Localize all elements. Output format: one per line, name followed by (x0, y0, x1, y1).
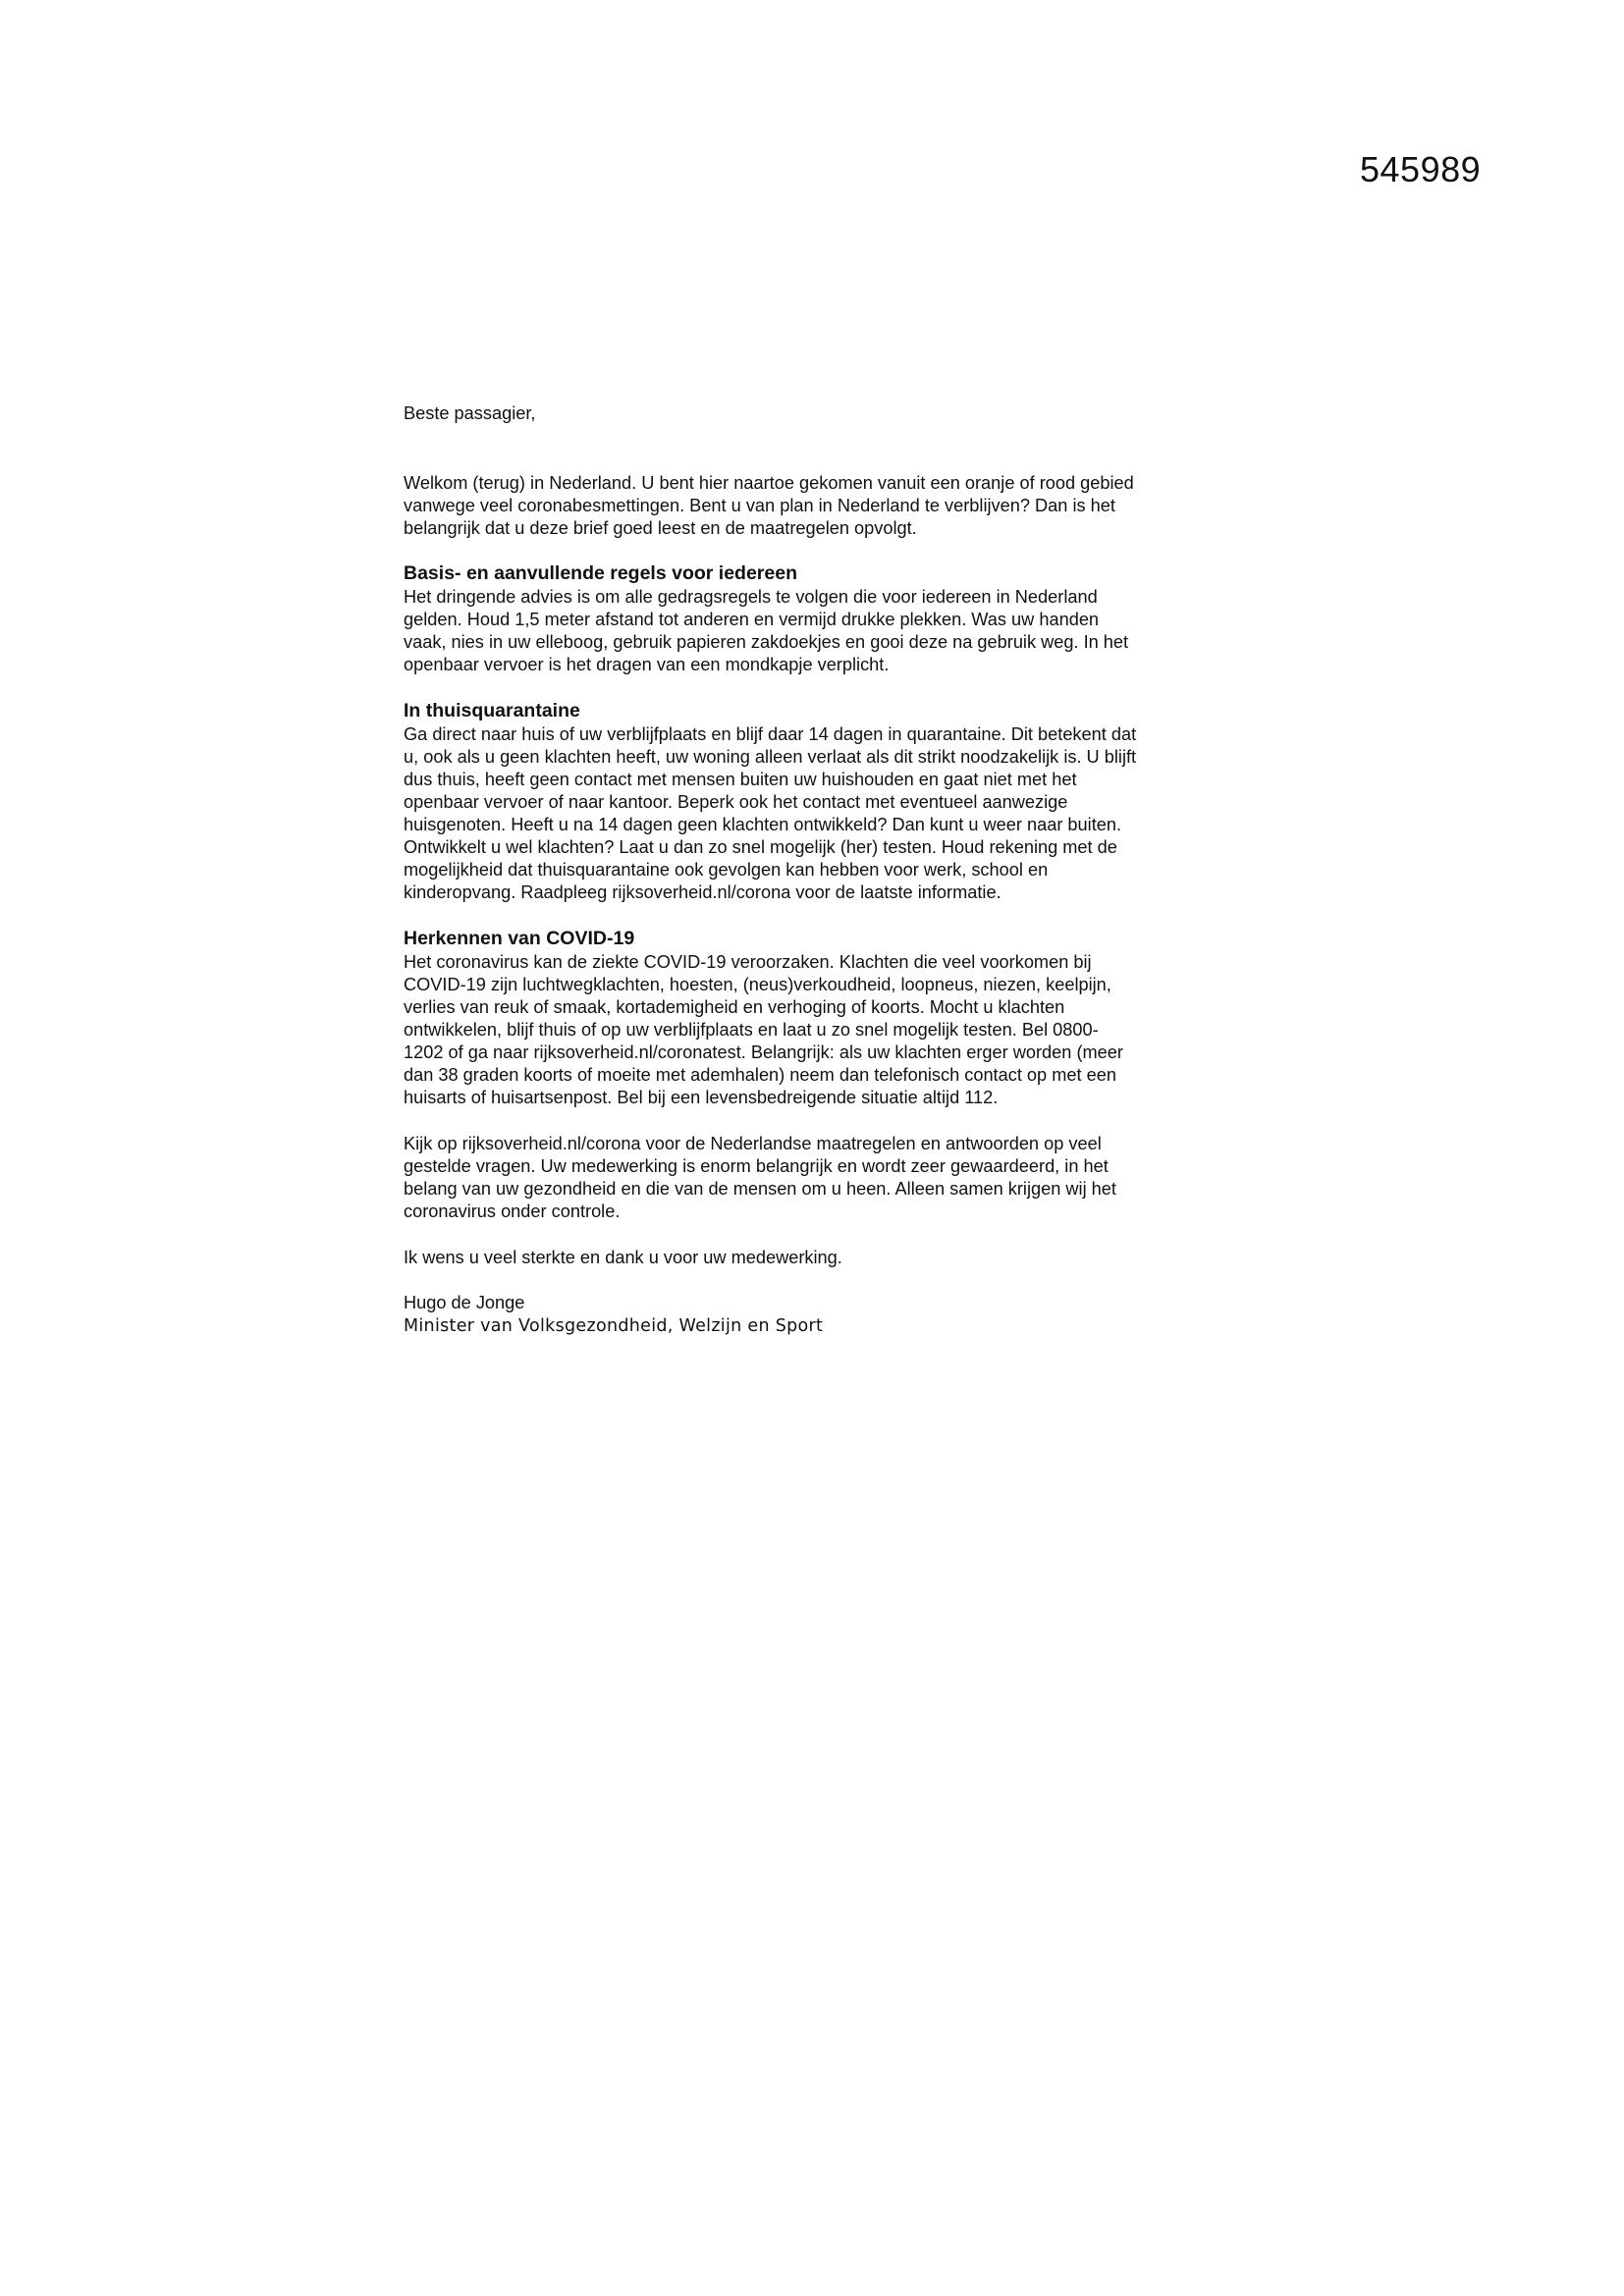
signature-title: Minister van Volksgezondheid, Welzijn en Sport (404, 1316, 824, 1336)
closing-line: gestelde vragen. Uw medewerking is enorm belangrijk en wordt zeer gewaardeerd, in het (404, 1156, 1109, 1176)
section-line: verlies van reuk of smaak, kortademigheid en verhoging of koorts. Mocht u klachten (404, 997, 1065, 1017)
closing-line: Kijk op rijksoverheid.nl/corona voor de Nederlandse maatregelen en antwoorden op veel (404, 1134, 1102, 1153)
closing-line: coronavirus onder controle. (404, 1201, 621, 1221)
section-heading: In thuisquarantaine (404, 700, 580, 721)
section-line: dus thuis, heeft geen contact met mensen buiten uw huishouden en gaat niet met het (404, 770, 1077, 789)
closing-line: belang van uw gezondheid en die van de mensen om u heen. Alleen samen krijgen wij het (404, 1179, 1116, 1199)
section-line: vaak, nies in uw elleboog, gebruik papieren zakdoekjes en gooi deze na gebruik weg. In het (404, 632, 1129, 652)
section-line: Het dringende advies is om alle gedragsregels te volgen die voor iedereen in Nederland (404, 587, 1098, 607)
document-number: 545989 (1360, 149, 1482, 189)
section-line: openbaar vervoer is het dragen van een mondkapje verplicht. (404, 655, 890, 674)
section-line: ontwikkelen, blijf thuis of op uw verblijfplaats en laat u zo snel mogelijk testen. Bel 0800- (404, 1020, 1099, 1040)
salutation: Beste passagier, (404, 403, 536, 423)
section-line: gelden. Houd 1,5 meter afstand tot anderen en vermijd drukke plekken. Was uw handen (404, 610, 1100, 629)
intro-line: belangrijk dat u deze brief goed leest en de maatregelen opvolgt. (404, 518, 917, 538)
section-heading: Herkennen van COVID-19 (404, 928, 635, 949)
section-line: openbaar vervoer of naar kantoor. Beperk ook het contact met eventueel aanwezige (404, 792, 1068, 812)
section-line: Ga direct naar huis of uw verblijfplaats en blijf daar 14 dagen in quarantaine. Dit betekent dat (404, 724, 1137, 744)
section-line: Het coronavirus kan de ziekte COVID-19 veroorzaken. Klachten die veel voorkomen bij (404, 952, 1092, 972)
section-line: kinderopvang. Raadpleeg rijksoverheid.nl/corona voor de laatste informatie. (404, 882, 1001, 902)
intro-line: vanwege veel coronabesmettingen. Bent u van plan in Nederland te verblijven? Dan is het (404, 496, 1115, 515)
section-line: mogelijkheid dat thuisquarantaine ook gevolgen kan hebben voor werk, school en (404, 860, 1049, 880)
section-line: Ontwikkelt u wel klachten? Laat u dan zo snel mogelijk (her) testen. Houd rekening met de (404, 837, 1117, 857)
section-line: dan 38 graden koorts of moeite met ademhalen) neem dan telefonisch contact op met een (404, 1065, 1116, 1085)
section-line: u, ook als u geen klachten heeft, uw woning alleen verlaat als dit strikt noodzakelijk is. U blijft (404, 747, 1137, 767)
section-line: 1202 of ga naar rijksoverheid.nl/coronatest. Belangrijk: als uw klachten erger worden (meer (404, 1042, 1123, 1062)
section-heading: Basis- en aanvullende regels voor iedereen (404, 562, 797, 584)
closing-wish: Ik wens u veel sterkte en dank u voor uw medewerking. (404, 1248, 842, 1267)
section-line: COVID-19 zijn luchtwegklachten, hoesten, (neus)verkoudheid, loopneus, niezen, keelpijn, (404, 975, 1111, 994)
signature-name: Hugo de Jonge (404, 1293, 525, 1312)
intro-line: Welkom (terug) in Nederland. U bent hier naartoe gekomen vanuit een oranje of rood gebied (404, 473, 1134, 493)
section-line: huisgenoten. Heeft u na 14 dagen geen klachten ontwikkeld? Dan kunt u weer naar buiten. (404, 815, 1122, 834)
section-line: huisarts of huisartsenpost. Bel bij een levensbedreigende situatie altijd 112. (404, 1088, 999, 1107)
